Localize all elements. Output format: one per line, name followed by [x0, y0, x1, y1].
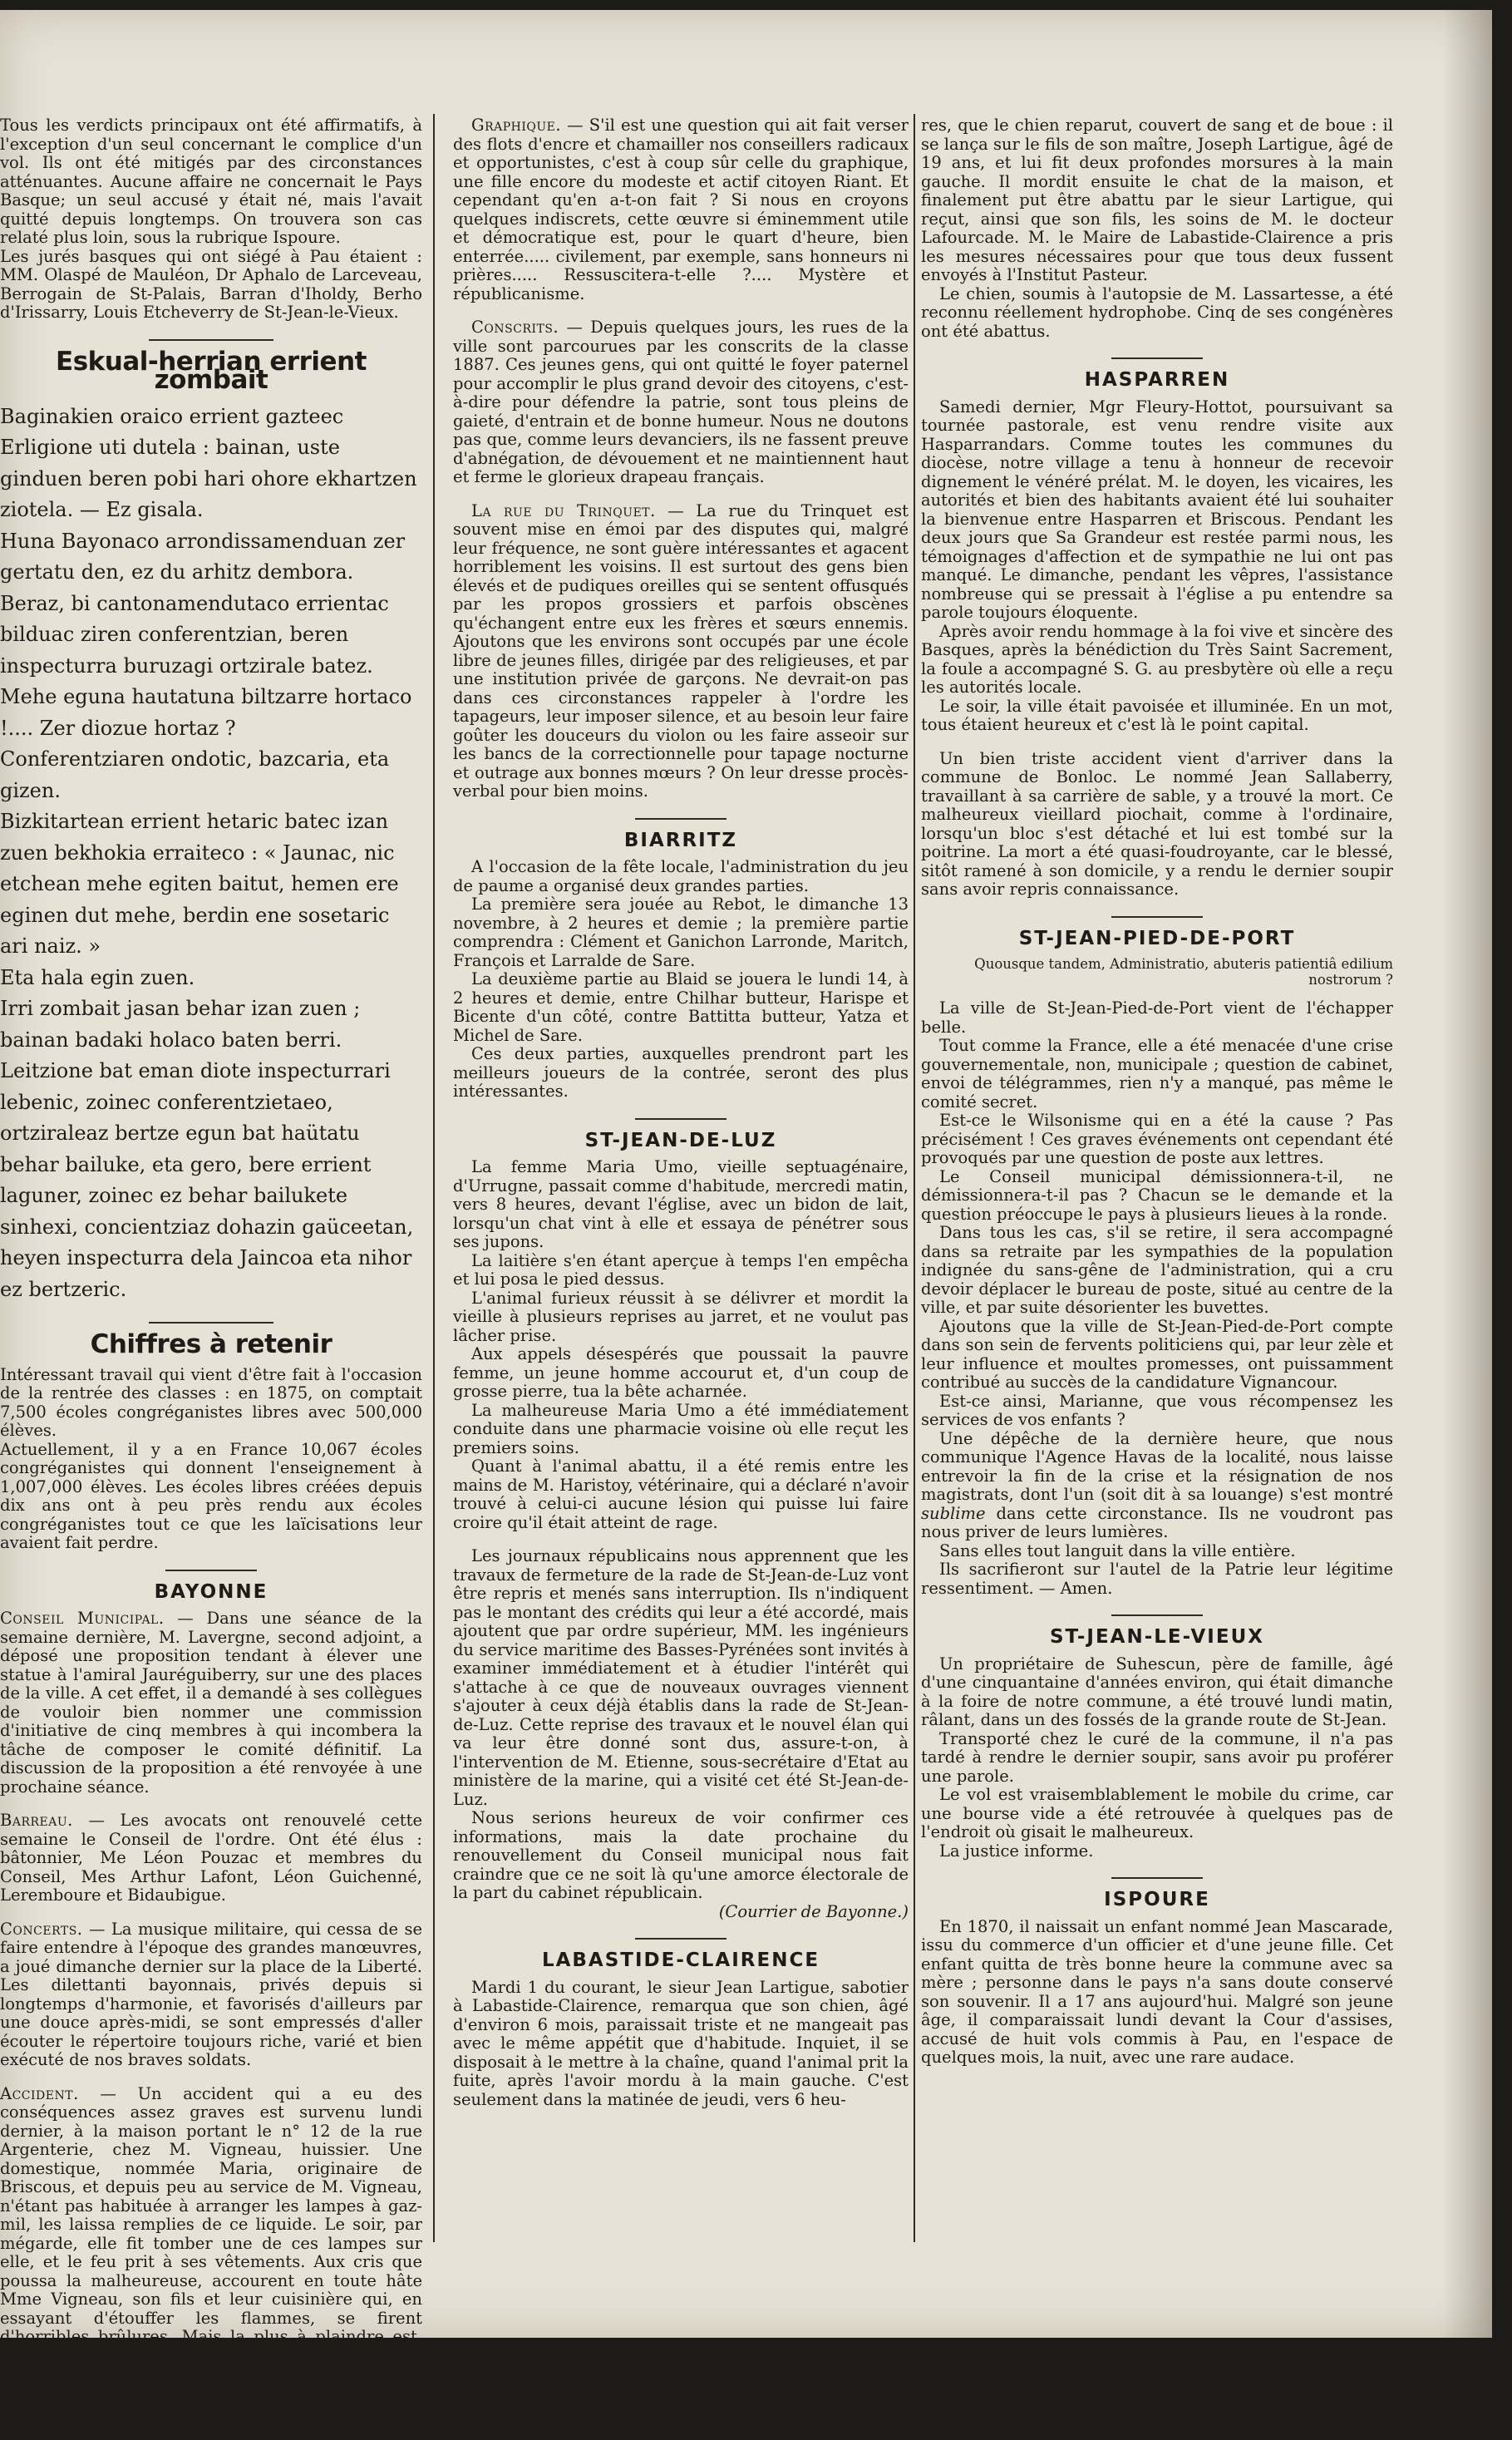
- newspaper-page: [0, 10, 1492, 2338]
- section-title-labastide-clairence: LABASTIDE-CLAIRENCE: [453, 1951, 909, 1970]
- labastide-paragraph: Mardi 1 du courant, le sieur Jean Lartigue, sabotier à Labastide-Clairence, remarqua que son chien, âgé d'environ 6 mois, paraissait triste et ne mangeait pas avec le même appétit que d'habitude. Inquiet, il se disposait à le mettre à la chaîne, quand l'animal prit la fuite, après l'avoir mordu à la main gauche. C'est seulement dans la matinée de jeudi, vers 6 heu-: [453, 1979, 909, 2110]
- sjdl-paragraph: Quant à l'animal abattu, il a été remis entre les mains de M. Haristoy, vétérinaire, qui a déclaré n'avoir trouvé à celui-ci aucune lésion qui puisse lui faire croire qu'il était atteint de rage.: [453, 1457, 909, 1532]
- sjpdp-paragraph: Tout comme la France, elle a été menacée d'une crise gouvernementale, non, municipale ; question de cabinet, envoi de télégrammes, rien n'y a manqué, pas même le comité secret.: [921, 1037, 1393, 1112]
- section-title-st-jean-pied-de-port: ST-JEAN-PIED-DE-PORT: [921, 929, 1393, 949]
- accident-paragraph: Accident. — Un accident qui a eu des conséquences assez graves est survenu lundi dernier, à la maison portant le n° 12 de la rue Argenterie, chez M. Vigneau, huissier. Une domestique, nommée Maria, originaire de Briscous, et depuis peu au service de M. Vigneau, n'étant pas habituée à arranger les lampes à gaz-mil, les laissa remplies de ce liquide. Le soir, par mégarde, elle fit tomber une de ces lampes sur elle, et le feu prit à ses vêtements. Aux cris que poussa la malheureuse, accourent en toute hâte Mme Vigneau, son fils et leur cuisinière qui, en essayant d'étouffer les flammes, se firent d'horribles brûlures. Mais la plus à plaindre est, sans contredit, la pauvre Maria qui avait les bras, les jambes, les cuisses et le bas-ventre entièrement brûlés. M. le docteur Batbedat et M. Campan ont donné leurs premiers soins aux quatre blessés. L'état de la bonne est, dit-on, désespéré.: [0, 2085, 422, 2440]
- column-2: [453, 116, 909, 2109]
- jurors-paragraph: Les jurés basques qui ont siégé à Pau étaient : MM. Olaspé de Mauléon, Dr Aphalo de Larceveau, Berrogain de St-Palais, Barran d'Iholdy, Berho d'Irissarry, Louis Etcheverry de St-Jean-le-Vieux.: [0, 248, 422, 323]
- epigraph: Quousque tandem, Administratio, abuteris patientiâ edilium nostrorum ?: [921, 956, 1393, 988]
- column-3: [921, 116, 1393, 2068]
- basque-line: Irri zombait jasan behar izan zuen ; bainan badaki holaco baten berri.: [0, 993, 422, 1056]
- biarritz-paragraph: A l'occasion de la fête locale, l'administration du jeu de paume a organisé deux grandes parties.: [453, 858, 909, 895]
- section-title-bayonne: BAYONNE: [0, 1583, 422, 1602]
- basque-article: [0, 402, 422, 1306]
- source-attribution: (Courrier de Bayonne.): [453, 1903, 909, 1922]
- section-title-biarritz: BIARRITZ: [453, 831, 909, 850]
- chiffres-paragraph: Intéressant travail qui vient d'être fait à l'occasion de la rentrée des classes : en 1875, on comptait 7,500 écoles congréganistes libres avec 500,000 élèves.: [0, 1366, 422, 1441]
- hasparren-paragraph: Un bien triste accident vient d'arriver dans la commune de Bonloc. Le nommé Jean Sallaberry, travaillant à sa carrière de sable, y a trouvé la mort. Ce malheureux vieillard piochait, comme à l'ordinaire, lorsqu'un bloc s'est détaché et lui est tombé sur la poitrine. La mort a été quasi-foudroyante, car le blessé, sitôt ramené à son domicile, y a rendu le dernier soupir sans avoir repris connaissance.: [921, 750, 1393, 900]
- separator: [635, 818, 726, 820]
- sjdl-paragraph: Aux appels désespérés que poussait la pauvre femme, un jeune homme accourut et, d'un coup de grosse pierre, tua la bête acharnée.: [453, 1345, 909, 1402]
- sjpdp-paragraph: Le Conseil municipal démissionnera-t-il, ne démissionnera-t-il pas ? Chacun se le demande et la question préoccupe le pays à plusieurs lieues à la ronde.: [921, 1168, 1393, 1225]
- separator: [1111, 916, 1203, 918]
- column-1: [0, 116, 422, 2440]
- sjpdp-paragraph: Ils sacrifieront sur l'autel de la Patrie leur légitime ressentiment. — Amen.: [921, 1560, 1393, 1598]
- sjpdp-paragraph: Est-ce le Wilsonisme qui en a été la cause ? Pas précisément ! Ces graves événements ont cependant été provoqués par une question de poste aux lettres.: [921, 1112, 1393, 1168]
- sjpdp-paragraph: Une dépêche de la dernière heure, que nous communique l'Agence Havas de la localité, nous laisse entrevoir la fin de la crise et la résignation de nos magistrats, dont l'un (soit dit à sa louange) s'est montré sublime dans cette circonstance. Ils ne voudront pas nous priver de leurs lumières.: [921, 1430, 1393, 1542]
- hasparren-paragraph: Après avoir rendu hommage à la foi vive et sincère des Basques, après la bénédiction du Très Saint Sacrement, la foule a accompagné S. G. au presbytère où elle a reçu les autorités locale.: [921, 623, 1393, 697]
- labastide-continued: res, que le chien reparut, couvert de sang et de boue : il se lança sur le fils de son maître, Joseph Lartigue, âgé de 19 ans, et lui fit deux profondes morsures à la main gauche. Il mordit ensuite le chat de la maison, et finalement put être abattu par le sieur Lartigue, qui reçut, ainsi que son fils, les soins de M. le docteur Lafourcade. M. le Maire de Labastide-Clairence a pris les mesures nécessaires pour que tous deux fussent envoyés à l'Institut Pasteur.: [921, 116, 1393, 285]
- page-edge-shadow: [1442, 10, 1492, 2338]
- run-in-lead: Conseil Municipal.: [0, 1609, 165, 1628]
- biarritz-paragraph: Ces deux parties, auxquelles prendront part les meilleurs joueurs de la contrée, seront des plus intéressantes.: [453, 1045, 909, 1102]
- basque-article-title: Eskual-herrian errient zombait: [0, 352, 422, 390]
- run-in-lead: La rue du Trinquet.: [471, 501, 656, 520]
- sjpdp-paragraph: La ville de St-Jean-Pied-de-Port vient de l'échapper belle.: [921, 999, 1393, 1037]
- sjdl-paragraph: La malheureuse Maria Umo a été immédiatement conduite dans une pharmacie voisine où elle reçut les premiers soins.: [453, 1402, 909, 1458]
- ispoure-paragraph: En 1870, il naissait un enfant nommé Jean Mascarade, issu du commerce d'un officier et d'une jeune fille. Cet enfant quitta de très bonne heure la commune avec sa mère ; personne dans le pays n'a sans doute conservé son souvenir. Il a 17 ans aujourd'hui. Malgré son jeune âge, il comparaissait lundi devant la Cour d'assises, accusé de huit vols commis à Pau, en l'espace de quelques mois, la nuit, avec une rare audace.: [921, 1918, 1393, 2068]
- separator: [635, 1118, 726, 1120]
- separator: [1111, 357, 1203, 359]
- conseil-paragraph: Conseil Municipal. — Dans une séance de la semaine dernière, M. Lavergne, second adjoint, a déposé une proposition tendant à élever une statue à l'amiral Jauréguiberry, sur une des places de la ville. A cet effet, il a demandé à ses collègues de vouloir bien nommer une commission d'initiative de cinq membres à qui incombera la tâche de composer le comité définitif. La discussion de la proposition a été renvoyée à une prochaine séance.: [0, 1609, 422, 1797]
- chiffres-paragraph: Actuellement, il y a en France 10,067 écoles congréganistes qui donnent l'enseignement à 1,007,000 élèves. Les écoles libres créées depuis dix ans ont à peu près rendu aux écoles congréganistes tout ce que les laïcisations leur avaient fait perdre.: [0, 1441, 422, 1553]
- separator: [149, 1322, 273, 1324]
- column-rule-right: [914, 114, 915, 2242]
- labastide-paragraph: Le chien, soumis à l'autopsie de M. Lassartesse, a été reconnu réellement hydrophobe. Cinq de ses congénères ont été abattus.: [921, 285, 1393, 342]
- sjlv-paragraph: Transporté chez le curé de la commune, il n'a pas tardé à rendre le dernier soupir, sans avoir pu proférer une parole.: [921, 1730, 1393, 1787]
- emphasis: sublime: [921, 1504, 986, 1523]
- hasparren-paragraph: Samedi dernier, Mgr Fleury-Hottot, poursuivant sa tournée pastorale, est venu rendre visite aux Hasparrandars. Comme toutes les communes du diocèse, notre village a tenu à honneur de recevoir dignement le vénéré prélat. M. le doyen, les vicaires, les autorités et bien des habitants avaient été lui souhaiter la bienvenue entre Hasparren et Briscous. Pendant les deux jours que Sa Grandeur est restée parmi nous, les témoignages d'affection et de sympathie ne lui ont pas manqué. Le dimanche, pendant les vêpres, l'assistance nombreuse qui se pressait à l'église a pu entendre sa parole toujours éloquente.: [921, 398, 1393, 623]
- separator: [149, 339, 273, 341]
- run-in-lead: Barreau.: [0, 1811, 73, 1830]
- separator: [1111, 1614, 1203, 1616]
- run-in-lead: Conscrits.: [471, 318, 559, 337]
- run-in-lead: Graphique.: [471, 116, 561, 135]
- basque-line: Baginakien oraico errient gazteec Erligione uti dutela : bainan, uste ginduen beren pobi hari ohore ekhartzen ziotela. — Ez gisala.: [0, 402, 422, 526]
- sjdl-paragraph: La femme Maria Umo, vieille septuagénaire, d'Urrugne, passait comme d'habitude, mercredi matin, vers 8 heures, devant l'église, avec un bidon de lait, lorsqu'un chat vint à elle et essaya de pénétrer sous ses jupons.: [453, 1158, 909, 1252]
- concerts-paragraph: Concerts. — La musique militaire, qui cessa de se faire entendre à l'époque des grandes manœuvres, a joué dimanche dernier sur la place de la Liberté. Les dilettanti bayonnais, privés depuis si longtemps d'harmonie, et favorisés d'ailleurs par une douce après-midi, se sont empressés d'aller écouter le répertoire toujours riche, varié et bien exécuté de nos braves soldats.: [0, 1920, 422, 2070]
- hasparren-paragraph: Le soir, la ville était pavoisée et illuminée. En un mot, tous étaient heureux et c'est là le point capital.: [921, 697, 1393, 735]
- basque-line: Leitzione bat eman diote inspecturrari lebenic, zoinec conferentzietaeo, ortziraleaz bertze egun bat haütatu behar bailuke, eta gero, bere errient laguner, zoinec ez behar bailukete sinhexi, concientziaz dohazin gaüceetan, heyen inspecturra dela Jaincoa eta nihor ez bertzeric.: [0, 1056, 422, 1305]
- biarritz-paragraph: La première sera jouée au Rebot, le dimanche 13 novembre, à 2 heures et demie ; la première partie comprendra : Clément et Ganichon Larronde, Maritch, François et Larralde de Sare.: [453, 895, 909, 970]
- sjdl-paragraph: Les journaux républicains nous apprennent que les travaux de fermeture de la rade de St-Jean-de-Luz vont être repris et menés sans interruption. Ils n'indiquent pas le montant des crédits qui leur a été accordé, mais ajoutent que par ordre supérieur, MM. les ingénieurs du service maritime des Basses-Pyrénées sont invités à examiner immédiatement et à étudier l'intérêt qui s'attache à ce que de nouveaux ouvrages viennent s'ajouter à ceux déjà établis dans la rade de St-Jean-de-Luz. Cette reprise des travaux et le nouvel élan qui va leur être donné sont dus, assure-t-on, à l'intervention de M. Etienne, sous-secrétaire d'Etat au ministère de la marine, qui a visité cet été St-Jean-de-Luz.: [453, 1547, 909, 1809]
- sjlv-paragraph: La justice informe.: [921, 1842, 1393, 1861]
- verdicts-paragraph: Tous les verdicts principaux ont été affirmatifs, à l'exception d'un seul concernant le complice d'un vol. Ils ont été mitigés par des circonstances atténuantes. Aucune affaire ne concernait le Pays Basque; un seul accusé y était né, mais l'avait quitté depuis longtemps. On trouvera son cas relaté plus loin, sous la rubrique Ispoure.: [0, 116, 422, 248]
- sjpdp-paragraph: Ajoutons que la ville de St-Jean-Pied-de-Port compte dans son sein de fervents politiciens qui, par leur zèle et leur influence et moultes promesses, ont puissamment contribué au succès de la candidature Vignancour.: [921, 1318, 1393, 1393]
- sjdl-paragraph: L'animal furieux réussit à se délivrer et mordit la vieille à plusieurs reprises au jarret, et ne voulut pas lâcher prise.: [453, 1289, 909, 1346]
- sjpdp-paragraph: Sans elles tout languit dans la ville entière.: [921, 1542, 1393, 1561]
- trinquet-paragraph: La rue du Trinquet. — La rue du Trinquet est souvent mise en émoi par des disputes qui, malgré leur fréquence, ne sont guère intéressantes et agacent horriblement les voisins. Il est surtout des gens bien élevés et de pudiques oreilles qui se sentent offusqués par les propos grossiers et parfois obscènes qu'échangent entre eux les frères et sœurs ennemis. Ajoutons que les environs sont occupés par une école libre de jeunes filles, dirigée par des religieuses, et par une institution privée de garçons. Ne devrait-on pas dans ces circonstances rappeler à l'ordre les tapageurs, leur imposer silence, et au besoin leur faire goûter les douceurs du violon ou les faire asseoir sur les bancs de la correctionnelle pour tapage nocturne et outrage aux bonnes mœurs ? On leur dresse procès-verbal pour bien moins.: [453, 502, 909, 801]
- column-rule-left: [433, 114, 435, 2242]
- sjlv-paragraph: Un propriétaire de Suhescun, père de famille, âgé d'une cinquantaine d'années environ, qui était dimanche à la foire de notre commune, a été trouvé lundi matin, râlant, dans un des fossés de la grande route de St-Jean.: [921, 1655, 1393, 1730]
- sjpdp-paragraph: Dans tous les cas, s'il se retire, il sera accompagné dans sa retraite par les sympathies de la population indignée du sans-gêne de l'administration, qui a cru devoir déplacer le bureau de poste, situé au centre de la ville, et par suite désorienter les buvettes.: [921, 1224, 1393, 1318]
- basque-line: Bizkitartean errient hetaric batec izan zuen bekhokia erraiteco : « Jaunac, nic etchean mehe egiten baitut, hemen ere eginen dut mehe, berdin ene sosetaric ari naiz. »: [0, 806, 422, 963]
- graphique-paragraph: Graphique. — S'il est une question qui ait fait verser des flots d'encre et chamailler nos conseillers radicaux et opportunistes, c'est à coup sûr celle du graphique, une fille encore du modeste et actif citoyen Riant. Et cependant qu'en a-t-on fait ? Si nous en croyons quelques indiscrets, cette œuvre si éminemment utile et démocratique est, pour le quart d'heure, bien enterrée..... civilement, par exemple, sans honneurs ni prières..... Ressuscitera-t-elle ?.... Mystère et républicanisme.: [453, 116, 909, 303]
- basque-line: Conferentziaren ondotic, bazcaria, eta gizen.: [0, 744, 422, 806]
- sjlv-paragraph: Le vol est vraisemblablement le mobile du crime, car une bourse vide a été retrouvée à quelques pas de l'endroit où gisait le malheureux.: [921, 1786, 1393, 1842]
- basque-line: Eta hala egin zuen.: [0, 963, 422, 994]
- chiffres-title: Chiffres à retenir: [0, 1335, 422, 1354]
- barreau-paragraph: Barreau. — Les avocats ont renouvelé cette semaine le Conseil de l'ordre. Ont été élus : bâtonnier, Me Léon Pouzac et membres du Conseil, Mes Arthur Lafont, Léon Guichenné, Leremboure et Bidaubigue.: [0, 1812, 422, 1905]
- sjdl-paragraph: Nous serions heureux de voir confirmer ces informations, mais la date prochaine du renouvellement du Conseil municipal nous fait craindre que ce ne soit là qu'une amorce électorale de la part du cabinet républicain.: [453, 1809, 909, 1903]
- sjpdp-paragraph: Est-ce ainsi, Marianne, que vous récompensez les services de vos enfants ?: [921, 1393, 1393, 1430]
- run-in-lead: Accident.: [0, 2084, 79, 2103]
- basque-line: Huna Bayonaco arrondissamenduan zer gertatu den, ez du arhitz dembora.: [0, 526, 422, 589]
- basque-line: Beraz, bi cantonamendutaco errientac bilduac ziren conferentzian, beren inspecturra buruzagi ortzirale batez. Mehe eguna hautatuna biltzarre hortaco !.... Zer diozue hortaz ?: [0, 589, 422, 745]
- run-in-lead: Concerts.: [0, 1920, 83, 1939]
- separator: [1111, 1877, 1203, 1879]
- separator: [165, 1570, 257, 1571]
- biarritz-paragraph: La deuxième partie au Blaid se jouera le lundi 14, à 2 heures et demie, entre Chilhar butteur, Harispe et Bicente d'un côté, contre Battitta butteur, Yatza et Michel de Sare.: [453, 970, 909, 1045]
- conscrits-paragraph: Conscrits. — Depuis quelques jours, les rues de la ville sont parcourues par les conscrits de la classe 1887. Ces jeunes gens, qui ont quitté le foyer paternel pour accomplir le plus grand devoir des citoyens, c'est-à-dire pour défendre la patrie, sont tous pleins de gaieté, d'entrain et de bonne humeur. Nous ne doutons pas que, comme leurs devanciers, ils ne fassent preuve d'abnégation, de dévouement et ne maintiennent haut et ferme le glorieux drapeau français.: [453, 318, 909, 487]
- section-title-hasparren: HASPARREN: [921, 371, 1393, 390]
- sjdl-paragraph: La laitière s'en étant aperçue à temps l'en empêcha et lui posa le pied dessus.: [453, 1252, 909, 1289]
- section-title-st-jean-de-luz: ST-JEAN-DE-LUZ: [453, 1131, 909, 1151]
- section-title-ispoure: ISPOURE: [921, 1890, 1393, 1910]
- section-title-st-jean-le-vieux: ST-JEAN-LE-VIEUX: [921, 1628, 1393, 1647]
- separator: [635, 1938, 726, 1940]
